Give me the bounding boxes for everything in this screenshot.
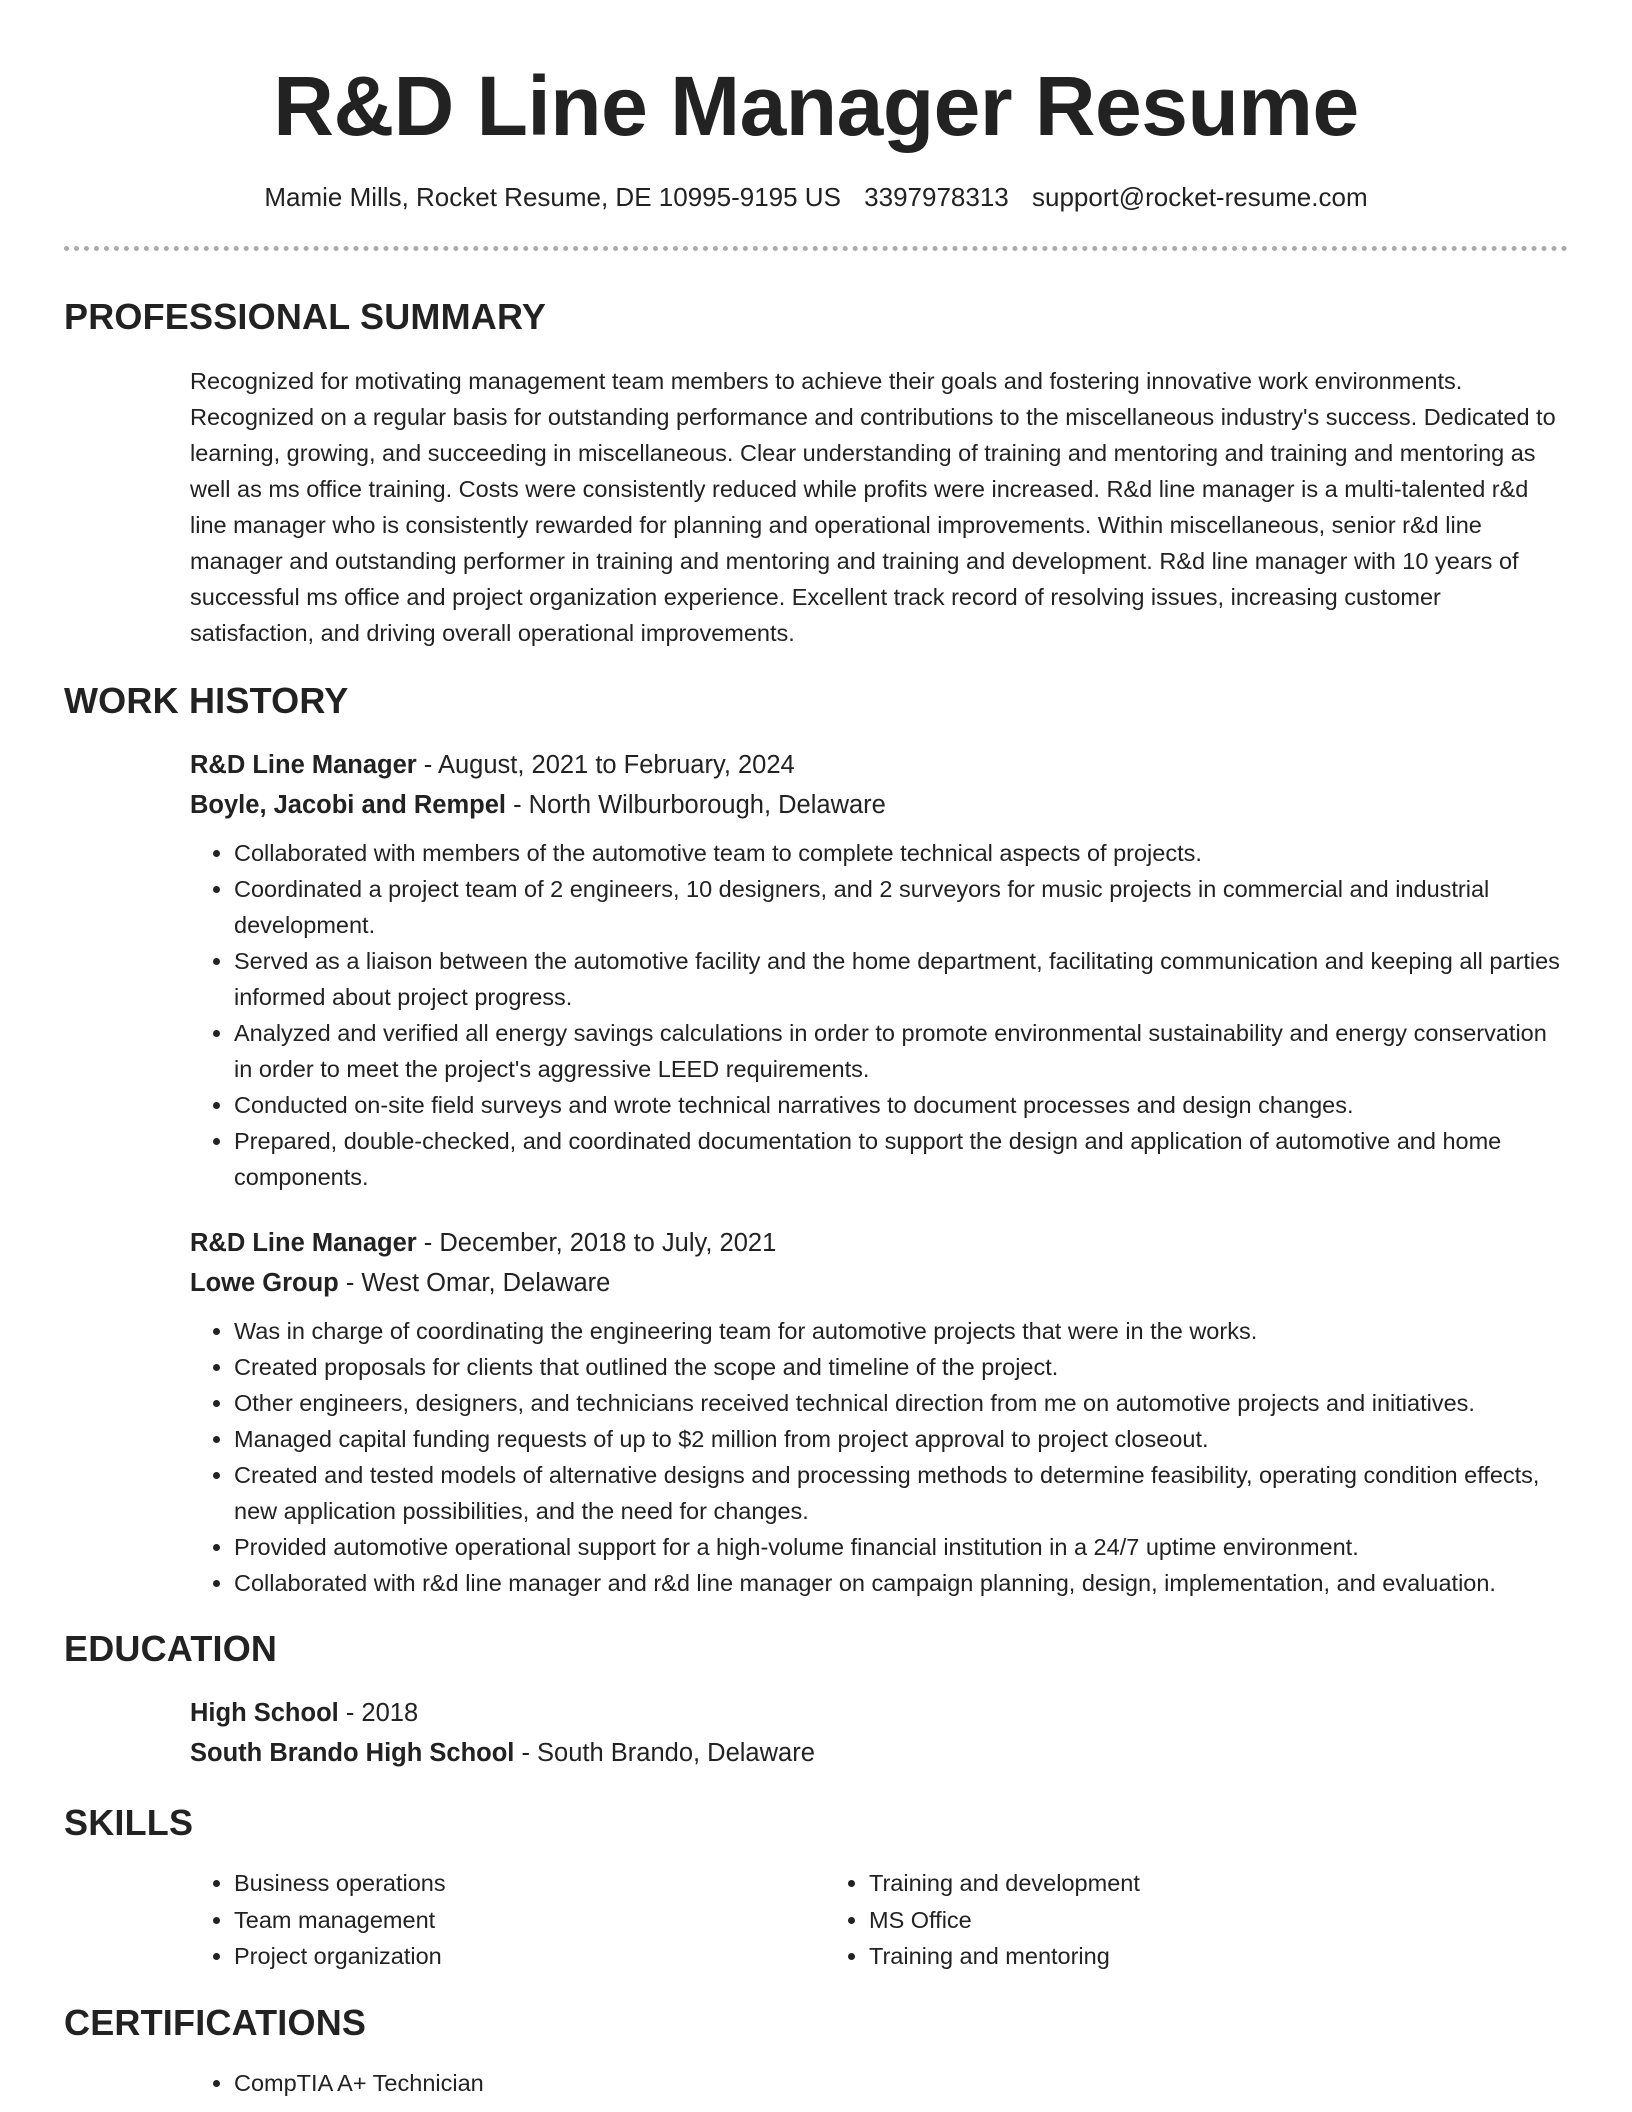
- job-dates: - August, 2021 to February, 2024: [416, 751, 795, 779]
- skill-item: • Business operations: [234, 1865, 825, 1902]
- job-location: - West Omar, Delaware: [338, 1269, 611, 1297]
- job-title: R&D Line Manager: [190, 751, 417, 779]
- list-item: • Managed capital funding requests of up to $2 million from project approval to project closeout.: [234, 1421, 1568, 1457]
- job-entry: [190, 745, 1568, 1195]
- certifications-bullets: [190, 2065, 1568, 2101]
- list-item: • Was in charge of coordinating the engineering team for automotive projects that were in the works.: [234, 1313, 1568, 1349]
- list-item: • Collaborated with r&d line manager and r&d line manager on campaign planning, design, implementation, and evaluation.: [234, 1565, 1568, 1601]
- list-item: • Analyzed and verified all energy savings calculations in order to promote environmental sustainability and energy conservation in order to meet the project's aggressive LEED requirements.: [234, 1015, 1568, 1087]
- work-history-heading: WORK HISTORY: [64, 680, 349, 721]
- summary-heading: PROFESSIONAL SUMMARY: [64, 296, 547, 337]
- education-school-line: [190, 1733, 1568, 1773]
- job-dates: - December, 2018 to July, 2021: [416, 1229, 777, 1257]
- job-title-line: [190, 1223, 1568, 1263]
- list-item: • Prepared, double-checked, and coordinated documentation to support the design and application of automotive and home components.: [234, 1123, 1568, 1195]
- list-item: • Created and tested models of alternative designs and processing methods to determine feasibility, operating condition effects, new application possibilities, and the need for changes.: [234, 1457, 1568, 1529]
- job-bullets: [190, 1313, 1568, 1601]
- skill-item: • Training and mentoring: [869, 1938, 1460, 1975]
- list-item: • Provided automotive operational support for a high-volume financial institution in a 24/7 uptime environment.: [234, 1529, 1568, 1565]
- resume-title: R&D Line Manager Resume: [273, 59, 1359, 153]
- skill-item: • Project organization: [234, 1938, 825, 1975]
- skills-heading: SKILLS: [64, 1802, 194, 1843]
- job-company: Lowe Group: [190, 1269, 339, 1297]
- skill-item: • Training and development: [869, 1865, 1460, 1902]
- job-entry: [190, 1223, 1568, 1601]
- contact-address: Mamie Mills, Rocket Resume, DE 10995-9195 US: [264, 182, 841, 212]
- education-entry: [190, 1693, 1568, 1773]
- contact-email: support@rocket-resume.com: [1032, 182, 1368, 212]
- certification-item: • CompTIA A+ Technician: [234, 2065, 1568, 2101]
- job-bullets: [190, 835, 1568, 1195]
- job-company-line: [190, 785, 1568, 825]
- list-item: • Created proposals for clients that outlined the scope and timeline of the project.: [234, 1349, 1568, 1385]
- education-degree-line: [190, 1693, 1568, 1733]
- skills-column-right: [825, 1865, 1460, 1975]
- certifications-heading: CERTIFICATIONS: [64, 2001, 367, 2043]
- contact-line: [64, 180, 1568, 214]
- job-title-line: [190, 745, 1568, 785]
- skill-item: • Team management: [234, 1902, 825, 1939]
- list-item: • Coordinated a project team of 2 engineers, 10 designers, and 2 surveyors for music projects in commercial and industrial development.: [234, 871, 1568, 943]
- education-location: - South Brando, Delaware: [514, 1739, 815, 1767]
- education-degree: High School: [190, 1699, 339, 1727]
- education-school: South Brando High School: [190, 1739, 515, 1767]
- job-title: R&D Line Manager: [190, 1229, 417, 1257]
- header-divider: [64, 246, 1568, 251]
- certifications-list: [190, 2065, 1568, 2101]
- list-item: • Collaborated with members of the automotive team to complete technical aspects of projects.: [234, 835, 1568, 871]
- summary-text: Recognized for motivating management team members to achieve their goals and fostering innovative work environments. Recognized on a regular basis for outstanding performance and contributions to the miscellaneous industry's success. Dedicated to learning, growing, and succeeding in miscellaneous. Clear understanding of training and mentoring and training and mentoring as well as ms office training. Costs were consistently reduced while profits were increased. R&d line manager is a multi-talented r&d line manager who is consistently rewarded for planning and operational improvements. Within miscellaneous, senior r&d line manager and outstanding performer in training and mentoring and training and development. R&d line manager with 10 years of successful ms office and project organization experience. Excellent track record of resolving issues, increasing customer satisfaction, and driving overall operational improvements.: [190, 368, 1556, 646]
- skills-list: [190, 1865, 1568, 1975]
- list-item: • Conducted on-site field surveys and wrote technical narratives to document processes and design changes.: [234, 1087, 1568, 1123]
- job-location: - North Wilburborough, Delaware: [506, 791, 886, 819]
- list-item: • Other engineers, designers, and technicians received technical direction from me on automotive projects and initiatives.: [234, 1385, 1568, 1421]
- skills-column-left: [190, 1865, 825, 1975]
- skill-item: • MS Office: [869, 1902, 1460, 1939]
- education-heading: EDUCATION: [64, 1628, 278, 1669]
- education-year: - 2018: [338, 1699, 419, 1727]
- job-company: Boyle, Jacobi and Rempel: [190, 791, 507, 819]
- contact-phone: 3397978313: [864, 182, 1009, 212]
- job-company-line: [190, 1263, 1568, 1303]
- list-item: • Served as a liaison between the automotive facility and the home department, facilitating communication and keeping all parties informed about project progress.: [234, 943, 1568, 1015]
